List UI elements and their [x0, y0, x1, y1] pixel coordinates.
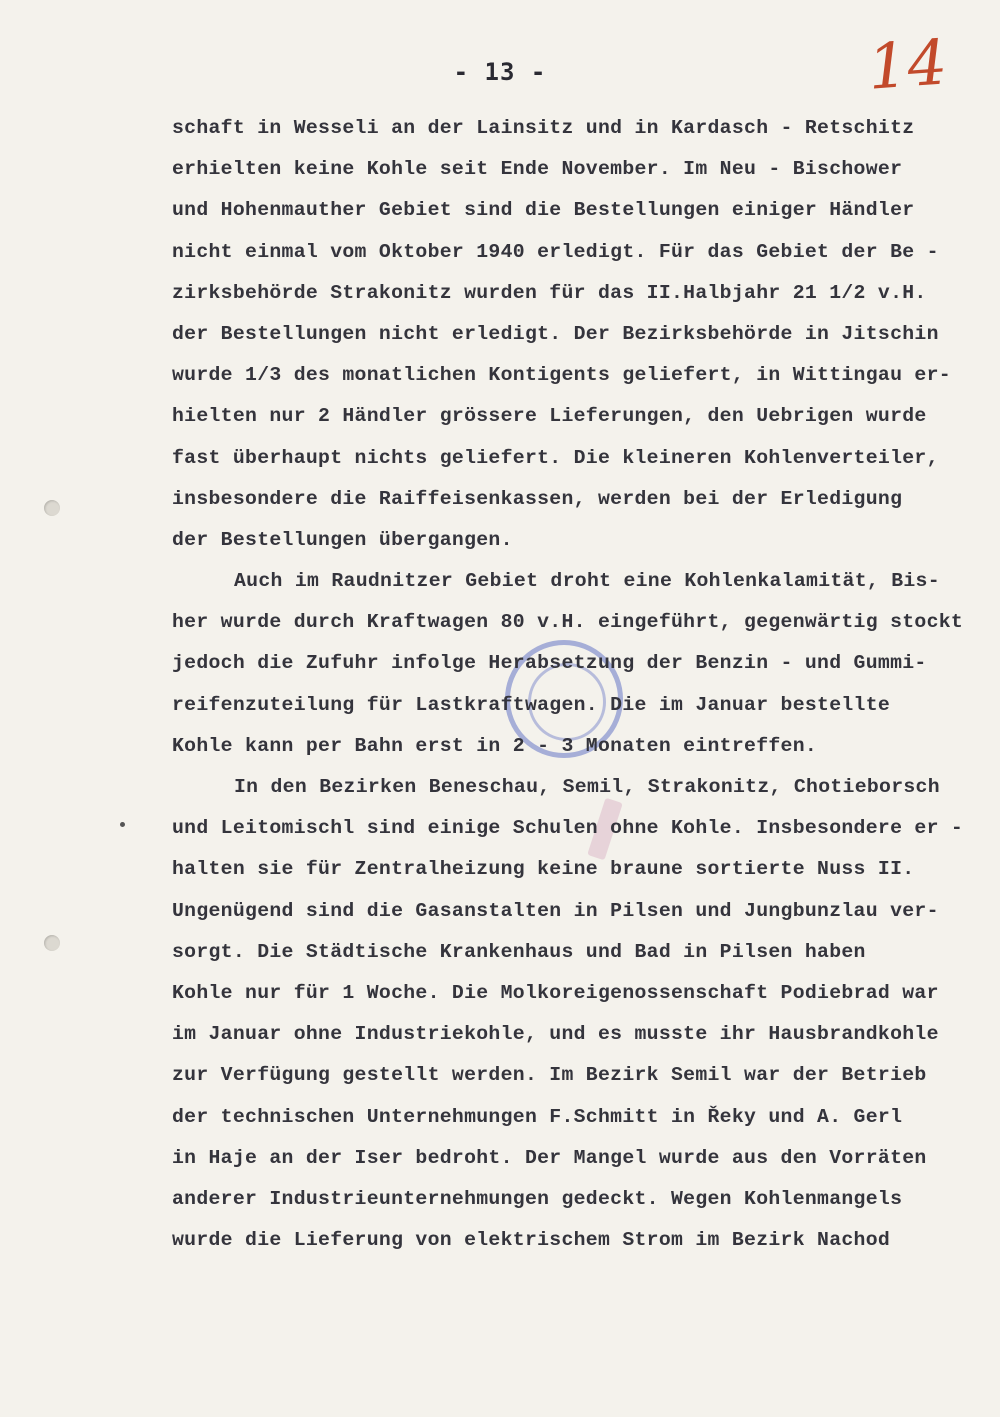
punch-hole-top — [44, 500, 60, 516]
text-line: erhielten keine Kohle seit Ende November. Im Neu - Bischower — [172, 158, 903, 181]
text-line: Ungenügend sind die Gasanstalten in Pilsen und Jungbunzlau ver- — [172, 899, 939, 922]
text-line: der technischen Unternehmungen F.Schmitt in Řeky und A. Gerl — [172, 1105, 903, 1128]
handwritten-archive-number: 14 — [865, 25, 950, 104]
text-line: halten sie für Zentralheizung keine braune sortierte Nuss II. — [172, 858, 915, 881]
text-line: Kohle nur für 1 Woche. Die Molkoreigenossenschaft Podiebrad war — [172, 981, 939, 1004]
text-line: fast überhaupt nichts geliefert. Die kleineren Kohlenverteiler, — [172, 446, 939, 469]
paragraph-start-line: Auch im Raudnitzer Gebiet droht eine Kohlenkalamität, Bis- — [234, 570, 940, 593]
text-line: Kohle kann per Bahn erst in 2 - 3 Monaten eintreffen. — [172, 734, 818, 757]
text-line: jedoch die Zufuhr infolge Herabsetzung der Benzin - und Gummi- — [172, 652, 927, 675]
text-line: der Bestellungen übergangen. — [172, 528, 513, 551]
punch-hole-bottom — [44, 935, 60, 951]
text-line: sorgt. Die Städtische Krankenhaus und Bad in Pilsen haben — [172, 940, 866, 963]
text-line: und Hohenmauther Gebiet sind die Bestellungen einiger Händler — [172, 199, 915, 222]
paragraph-start-line: In den Bezirken Beneschau, Semil, Strakonitz, Chotieborsch — [234, 776, 940, 798]
text-line: hielten nur 2 Händler grössere Lieferungen, den Uebrigen wurde — [172, 405, 927, 428]
text-line: her wurde durch Kraftwagen 80 v.H. eingeführt, gegenwärtig stockt — [172, 611, 964, 634]
text-line: in Haje an der Iser bedroht. Der Mangel wurde aus den Vorräten — [172, 1146, 927, 1169]
text-line: wurde 1/3 des monatlichen Kontigents geliefert, in Wittingau er- — [172, 364, 951, 387]
body-text — [172, 108, 962, 1261]
text-line: nicht einmal vom Oktober 1940 erledigt. Für das Gebiet der Be - — [172, 240, 939, 263]
text-line: insbesondere die Raiffeisenkassen, werden bei der Erledigung — [172, 487, 903, 510]
text-line: zur Verfügung gestellt werden. Im Bezirk Semil war der Betrieb — [172, 1064, 927, 1087]
text-line: anderer Industrieunternehmungen gedeckt. Wegen Kohlenmangels — [172, 1187, 903, 1210]
text-line: und Leitomischl sind einige Schulen ohne Kohle. Insbesondere er - — [172, 817, 964, 840]
ink-speck — [120, 822, 125, 827]
text-line: der Bestellungen nicht erledigt. Der Bezirksbehörde in Jitschin — [172, 322, 939, 345]
text-line: im Januar ohne Industriekohle, und es musste ihr Hausbrandkohle — [172, 1023, 939, 1046]
text-line: schaft in Wesseli an der Lainsitz und in Kardasch - Retschitz — [172, 117, 915, 139]
text-line: wurde die Lieferung von elektrischem Strom im Bezirk Nachod — [172, 1229, 891, 1252]
page-number: - 13 - — [453, 58, 547, 86]
text-line: zirksbehörde Strakonitz wurden für das II.Halbjahr 21 1/2 v.H. — [172, 281, 927, 304]
text-line: reifenzuteilung für Lastkraftwagen. Die im Januar bestellte — [172, 693, 891, 716]
